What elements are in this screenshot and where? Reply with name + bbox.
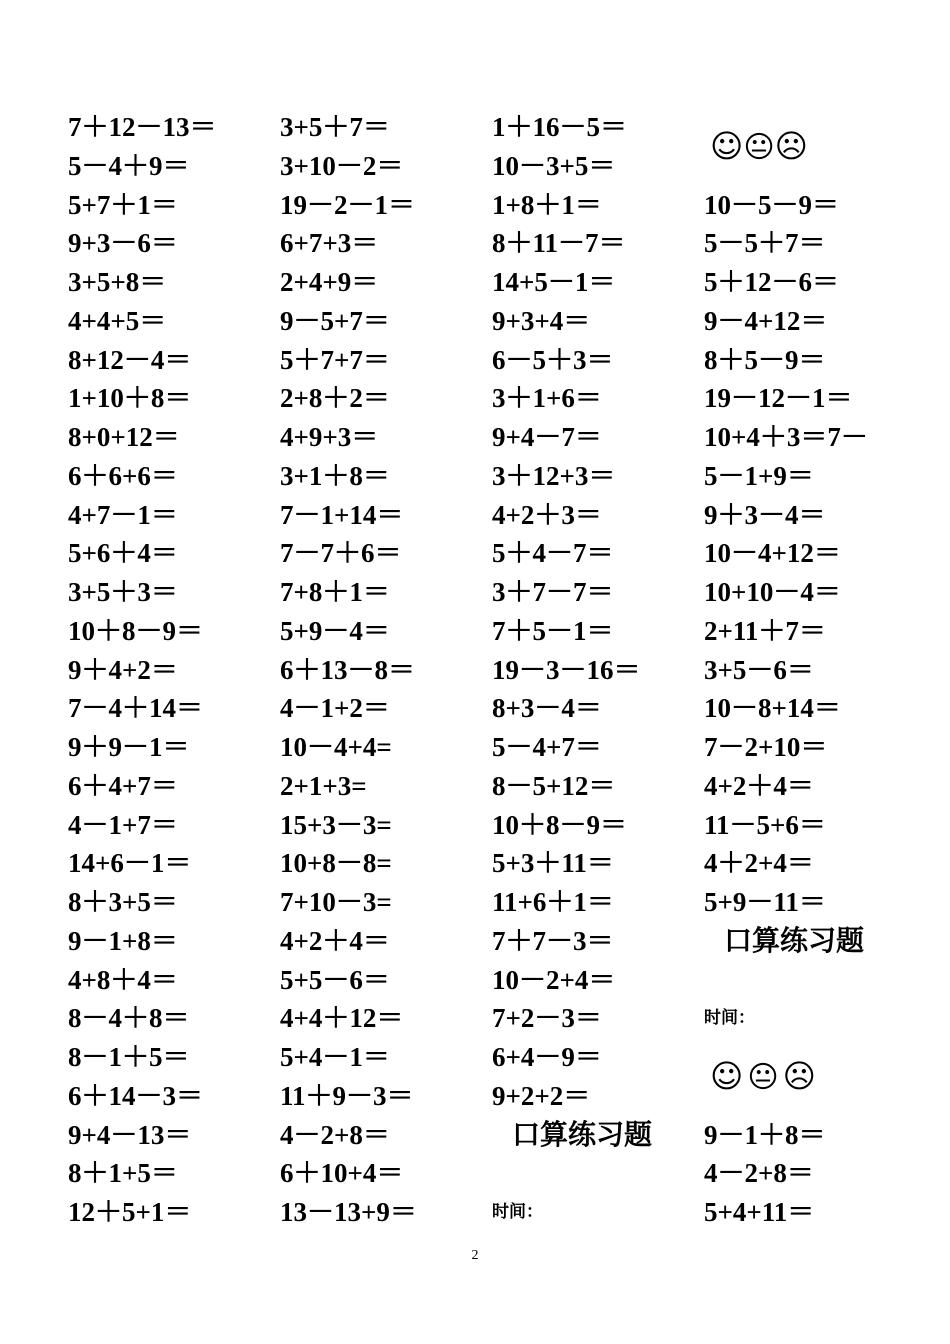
arithmetic-problem: 6＋13－8＝ bbox=[280, 654, 415, 685]
arithmetic-problem: 4－2+8＝ bbox=[280, 1119, 390, 1150]
arithmetic-problem: 5＋12－6＝ bbox=[704, 267, 839, 297]
arithmetic-problem: 5＋7+7＝ bbox=[280, 344, 390, 375]
arithmetic-problem: 7－1+14＝ bbox=[280, 499, 404, 530]
arithmetic-problem: 4+2＋4＝ bbox=[704, 770, 814, 801]
arithmetic-problem: 5+6＋4＝ bbox=[68, 538, 178, 569]
arithmetic-problem: 4+8＋4＝ bbox=[68, 964, 178, 995]
arithmetic-problem: 9－5+7＝ bbox=[280, 305, 390, 336]
arithmetic-problem: 10＋8－9＝ bbox=[68, 615, 203, 646]
worksheet-title-2: 口算练习题 bbox=[724, 923, 865, 957]
arithmetic-problem: 3+5－6＝ bbox=[704, 654, 814, 685]
arithmetic-problem: 1＋16－5＝ bbox=[492, 112, 627, 142]
arithmetic-problem: 6+4－9＝ bbox=[492, 1042, 602, 1072]
arithmetic-problem: 5+7＋1＝ bbox=[68, 189, 178, 220]
arithmetic-problem: 5+9－11＝ bbox=[704, 887, 826, 917]
arithmetic-problem: 3＋7－7＝ bbox=[492, 577, 614, 607]
arithmetic-problem: 5+9－4＝ bbox=[280, 615, 390, 646]
arithmetic-problem: 5+4+11＝ bbox=[704, 1197, 815, 1227]
arithmetic-problem: 3＋1+6＝ bbox=[492, 383, 602, 414]
arithmetic-problem: 6＋6+6＝ bbox=[68, 460, 178, 491]
arithmetic-problem: 10+4＋3＝7－ bbox=[704, 422, 868, 452]
arithmetic-problem: 8＋11－7＝ bbox=[492, 228, 626, 259]
column-4 bbox=[704, 108, 944, 1232]
arithmetic-problem: 7－7＋6＝ bbox=[280, 538, 402, 569]
arithmetic-problem: 4+2＋4＝ bbox=[280, 925, 390, 956]
arithmetic-problem: 1+10＋8＝ bbox=[68, 383, 192, 414]
arithmetic-problem: 4－2+8＝ bbox=[704, 1158, 814, 1189]
arithmetic-problem: 12＋5+1＝ bbox=[68, 1197, 192, 1227]
arithmetic-problem: 9+3－6＝ bbox=[68, 228, 178, 259]
neutral-face-icon: 😐 bbox=[747, 1060, 779, 1095]
arithmetic-problem: 6－5＋3＝ bbox=[492, 344, 614, 375]
arithmetic-problem: 4－1+7＝ bbox=[68, 809, 178, 840]
blank-line bbox=[492, 1154, 722, 1193]
rating-faces-top bbox=[704, 108, 944, 186]
arithmetic-problem: 4+9+3＝ bbox=[280, 422, 379, 452]
time-label: 时间： bbox=[492, 1202, 543, 1222]
arithmetic-problem: 4+2＋3＝ bbox=[492, 499, 602, 530]
arithmetic-problem: 8－5+12＝ bbox=[492, 770, 616, 801]
arithmetic-problem: 4+4＋12＝ bbox=[280, 1003, 404, 1034]
arithmetic-problem: 14+6－1＝ bbox=[68, 848, 192, 879]
arithmetic-problem: 10－3+5＝ bbox=[492, 150, 616, 181]
arithmetic-problem: 3+5+8＝ bbox=[68, 267, 167, 297]
smiley-face-icon: ☺ bbox=[710, 1057, 744, 1095]
arithmetic-problem: 2+8＋2＝ bbox=[280, 383, 390, 414]
arithmetic-problem: 10－5－9＝ bbox=[704, 189, 839, 220]
arithmetic-problem: 5－4＋9＝ bbox=[68, 150, 190, 181]
arithmetic-problem: 10－4+12＝ bbox=[704, 538, 841, 569]
arithmetic-problem: 19－3－16＝ bbox=[492, 654, 641, 685]
arithmetic-problem: 10+8－8= bbox=[280, 848, 392, 879]
arithmetic-problem: 4+7－1＝ bbox=[68, 499, 178, 530]
arithmetic-problem: 9+4－7＝ bbox=[492, 422, 602, 452]
arithmetic-problem: 7+8＋1＝ bbox=[280, 577, 390, 607]
smiley-face-icon: ☺ bbox=[710, 127, 744, 165]
arithmetic-problem: 13－13+9＝ bbox=[280, 1197, 417, 1227]
rating-faces-bottom bbox=[704, 1038, 944, 1116]
arithmetic-problem: 9＋9－1＝ bbox=[68, 732, 190, 762]
arithmetic-problem: 5+4－1＝ bbox=[280, 1042, 390, 1072]
arithmetic-problem: 7＋5－1＝ bbox=[492, 615, 614, 646]
arithmetic-problem: 7－4＋14＝ bbox=[68, 693, 203, 724]
arithmetic-problem: 9+2+2＝ bbox=[492, 1080, 591, 1111]
arithmetic-problem: 5－5＋7＝ bbox=[704, 228, 826, 259]
arithmetic-problem: 9－1＋8＝ bbox=[704, 1119, 826, 1150]
arithmetic-problem: 19－12－1＝ bbox=[704, 383, 853, 414]
column-1 bbox=[68, 108, 298, 1232]
arithmetic-problem: 6＋4+7＝ bbox=[68, 770, 178, 801]
arithmetic-problem: 10＋8－9＝ bbox=[492, 809, 627, 840]
arithmetic-problem: 5+5－6＝ bbox=[280, 964, 390, 995]
arithmetic-problem: 9+4－13＝ bbox=[68, 1119, 192, 1150]
arithmetic-problem: 3+10－2＝ bbox=[280, 150, 404, 181]
arithmetic-problem: 3+1＋8＝ bbox=[280, 460, 390, 491]
worksheet-title: 口算练习题 bbox=[512, 1117, 653, 1151]
arithmetic-problem: 7＋7－3＝ bbox=[492, 925, 614, 956]
arithmetic-problem: 5+3＋11＝ bbox=[492, 848, 614, 879]
arithmetic-problem: 9－4+12＝ bbox=[704, 305, 828, 336]
arithmetic-problem: 7+2－3＝ bbox=[492, 1003, 602, 1034]
arithmetic-problem: 10－2+4＝ bbox=[492, 964, 616, 995]
arithmetic-problem: 14+5－1＝ bbox=[492, 267, 616, 297]
neutral-face-icon: 😐 bbox=[743, 130, 775, 165]
arithmetic-problem: 8+12－4＝ bbox=[68, 344, 192, 375]
frown-face-icon: ☹ bbox=[774, 127, 808, 165]
arithmetic-problem: 3+5＋7＝ bbox=[280, 112, 390, 142]
arithmetic-problem: 4+4+5＝ bbox=[68, 305, 167, 336]
arithmetic-problem: 3+5＋3＝ bbox=[68, 577, 178, 607]
arithmetic-problem: 6＋10+4＝ bbox=[280, 1158, 404, 1189]
arithmetic-problem: 19－2－1＝ bbox=[280, 189, 415, 220]
arithmetic-problem: 8－4＋8＝ bbox=[68, 1003, 190, 1034]
arithmetic-problem: 3＋12+3＝ bbox=[492, 460, 616, 491]
arithmetic-problem: 10+10－4＝ bbox=[704, 577, 841, 607]
page-number: 2 bbox=[471, 1248, 479, 1263]
arithmetic-problem: 9+3+4＝ bbox=[492, 305, 591, 336]
column-3 bbox=[492, 108, 722, 1232]
time-label-2: 时间： bbox=[704, 1008, 755, 1029]
arithmetic-problem: 5＋4－7＝ bbox=[492, 538, 614, 569]
blank-line bbox=[704, 961, 944, 1000]
arithmetic-problem: 2+4+9＝ bbox=[280, 267, 379, 297]
arithmetic-problem: 15+3－3= bbox=[280, 809, 392, 840]
column-2 bbox=[280, 108, 510, 1232]
arithmetic-problem: 8＋5－9＝ bbox=[704, 344, 826, 375]
arithmetic-problem: 8＋1+5＝ bbox=[68, 1158, 178, 1189]
arithmetic-problem: 7+10－3= bbox=[280, 887, 392, 917]
arithmetic-problem: 8－1＋5＝ bbox=[68, 1042, 190, 1072]
arithmetic-problem: 10－4+4= bbox=[280, 732, 392, 762]
arithmetic-problem: 8+3－4＝ bbox=[492, 693, 602, 724]
frown-face-icon: ☹ bbox=[782, 1057, 816, 1095]
arithmetic-problem: 5－4+7＝ bbox=[492, 732, 602, 762]
arithmetic-problem: 4－1+2＝ bbox=[280, 693, 390, 724]
arithmetic-problem: 2+1+3= bbox=[280, 770, 367, 801]
arithmetic-problem: 8＋3+5＝ bbox=[68, 887, 178, 917]
arithmetic-problem: 10－8+14＝ bbox=[704, 693, 841, 724]
arithmetic-problem: 9－1+8＝ bbox=[68, 925, 178, 956]
arithmetic-problem: 6+7+3＝ bbox=[280, 228, 379, 259]
arithmetic-problem: 7＋12－13＝ bbox=[68, 112, 217, 142]
arithmetic-problem: 11－5+6＝ bbox=[704, 809, 826, 840]
arithmetic-problem: 9＋3－4＝ bbox=[704, 499, 826, 530]
arithmetic-problem: 9＋4+2＝ bbox=[68, 654, 178, 685]
arithmetic-problem: 5－1+9＝ bbox=[704, 460, 814, 491]
arithmetic-problem: 1+8＋1＝ bbox=[492, 189, 602, 220]
arithmetic-problem: 7－2+10＝ bbox=[704, 732, 828, 762]
arithmetic-problem: 8+0+12＝ bbox=[68, 422, 180, 452]
arithmetic-problem: 6＋14－3＝ bbox=[68, 1080, 203, 1111]
arithmetic-problem: 11+6＋1＝ bbox=[492, 887, 614, 917]
arithmetic-problem: 2+11＋7＝ bbox=[704, 615, 826, 646]
arithmetic-problem: 4＋2+4＝ bbox=[704, 848, 814, 879]
arithmetic-problem: 11＋9－3＝ bbox=[280, 1080, 414, 1111]
